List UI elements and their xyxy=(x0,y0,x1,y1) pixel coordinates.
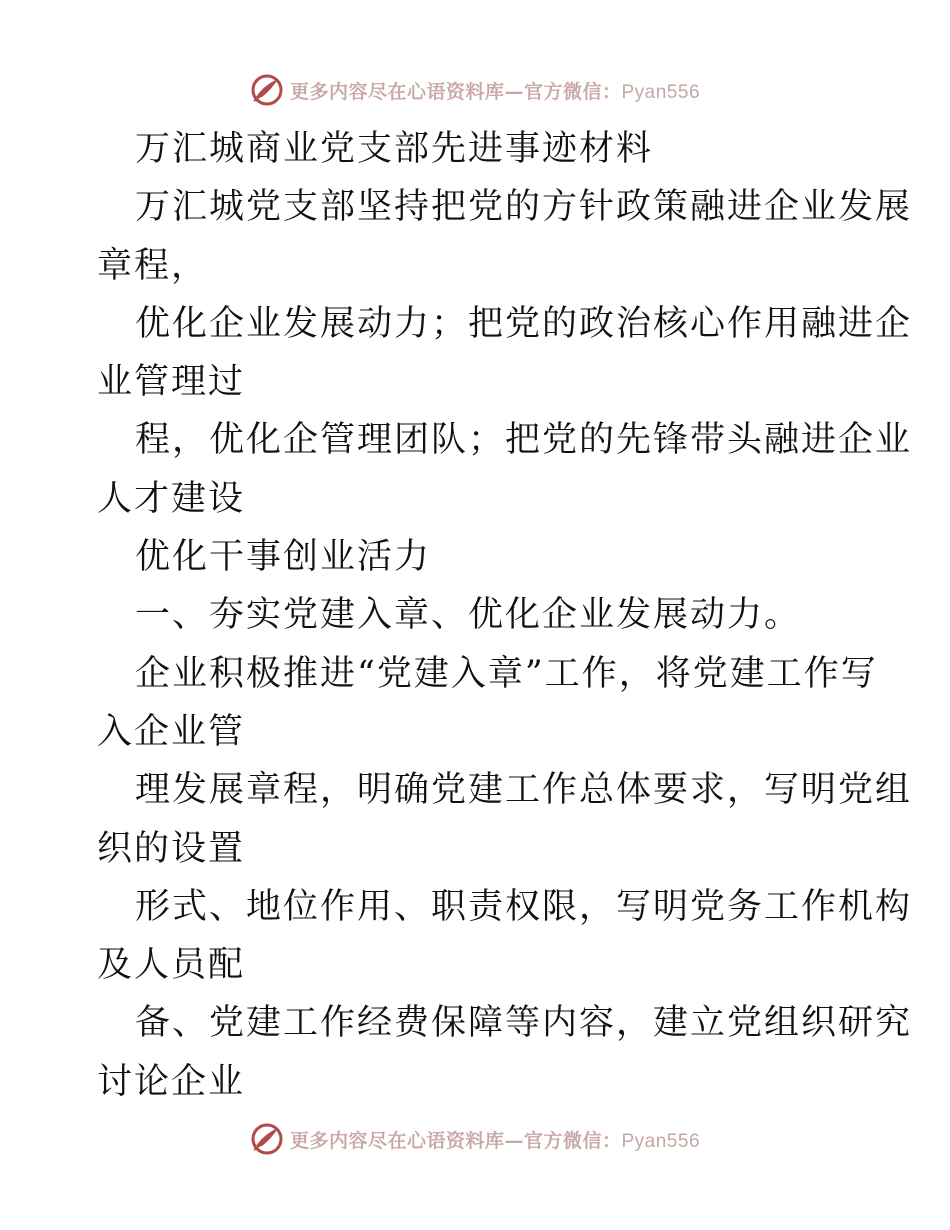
paragraph-line: 程，优化企管理团队；把党的先锋带头融进企业 xyxy=(135,420,913,461)
watermark-label: 更多内容尽在心语资料库—官方微信： xyxy=(289,1129,622,1152)
watermark-text xyxy=(290,1126,700,1153)
paragraph-line: 优化企业发展动力；把党的政治核心作用融进企 xyxy=(135,303,913,344)
paragraph-line: 及人员配 xyxy=(97,945,246,986)
paragraph-line: 入企业管 xyxy=(97,711,246,752)
watermark-id: Pyan556 xyxy=(621,1130,701,1152)
watermark-id: Pyan556 xyxy=(621,81,701,103)
watermark-header xyxy=(0,73,950,107)
paragraph-line: 业管理过 xyxy=(97,362,246,403)
paragraph-line: 讨论企业 xyxy=(97,1061,246,1102)
paragraph-line: 章程， xyxy=(97,245,209,286)
paragraph-line: 备、党建工作经费保障等内容，建立党组织研究 xyxy=(135,1003,913,1044)
document-body xyxy=(97,120,913,1111)
paragraph-line: 万汇城党支部坚持把党的方针政策融进企业发展 xyxy=(135,187,913,228)
watermark-label: 更多内容尽在心语资料库—官方微信： xyxy=(289,80,622,103)
quill-pen-logo-icon xyxy=(250,73,284,107)
paragraph-line: 优化干事创业活力 xyxy=(135,537,432,578)
paragraph-line: 企业积极推进“党建入章”工作，将党建工作写 xyxy=(135,653,878,694)
paragraph-line: 理发展章程，明确党建工作总体要求，写明党组 xyxy=(135,770,913,811)
paragraph-line: 人才建设 xyxy=(97,478,246,519)
quill-pen-logo-icon xyxy=(250,1122,284,1156)
watermark-text xyxy=(290,77,700,104)
document-title: 万汇城商业党支部先进事迹材料 xyxy=(135,129,654,169)
section-heading: 一、夯实党建入章、优化企业发展动力。 xyxy=(135,595,802,636)
paragraph-line: 形式、地位作用、职责权限，写明党务工作机构 xyxy=(135,886,913,927)
paragraph-line: 织的设置 xyxy=(97,828,246,869)
watermark-footer xyxy=(0,1122,950,1156)
